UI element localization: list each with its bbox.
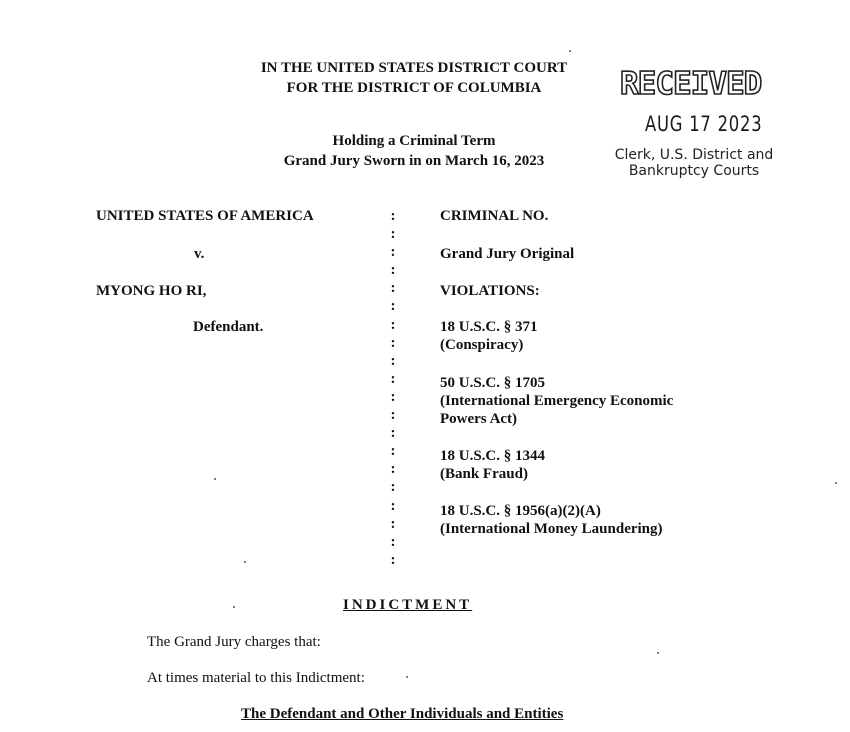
clerk-line2: Bankruptcy Courts <box>628 163 760 179</box>
scan-speck <box>657 652 659 654</box>
received-stamp: RECEIVED <box>620 66 762 102</box>
violation-item <box>440 502 663 538</box>
versus: v. <box>194 246 205 262</box>
court-name-line1: IN THE UNITED STATES DISTRICT COURT <box>260 60 568 76</box>
grand-jury-charges: The Grand Jury charges that: <box>147 634 321 650</box>
plaintiff: UNITED STATES OF AMERICA <box>96 208 314 224</box>
violation-desc: (Conspiracy) <box>440 337 524 353</box>
clerk-stamp <box>610 147 778 179</box>
section-subheading: The Defendant and Other Individuals and Entities <box>241 706 564 722</box>
violation-desc: (Bank Fraud) <box>440 466 528 482</box>
scan-speck <box>233 606 235 608</box>
indictment-heading: INDICTMENT <box>343 597 473 613</box>
grand-jury-original: Grand Jury Original <box>440 246 575 262</box>
violation-item <box>440 447 545 483</box>
court-name-line2: FOR THE DISTRICT OF COLUMBIA <box>286 80 542 96</box>
scan-speck <box>835 482 837 484</box>
term-line2: Grand Jury Sworn in on March 16, 2023 <box>283 153 545 169</box>
term-line1: Holding a Criminal Term <box>332 133 496 149</box>
violation-item <box>440 318 538 354</box>
violations-label: VIOLATIONS: <box>440 283 540 299</box>
court-header <box>236 58 592 98</box>
violation-desc-cont: Powers Act) <box>440 411 518 427</box>
violation-code: 18 U.S.C. § 1344 <box>440 448 546 464</box>
scan-speck <box>214 478 216 480</box>
caption-colon-column: : : : : : : : : : : : : : : : : : : : : <box>390 208 396 568</box>
violation-item <box>440 374 673 428</box>
violation-code: 50 U.S.C. § 1705 <box>440 375 546 391</box>
violation-code: 18 U.S.C. § 371 <box>440 319 538 335</box>
defendant-name: MYONG HO RI, <box>96 283 207 299</box>
scan-speck <box>406 676 408 678</box>
violation-desc: (International Emergency Economic <box>440 393 674 409</box>
term-header <box>254 131 574 171</box>
violation-desc: (International Money Laundering) <box>440 521 663 537</box>
criminal-no: CRIMINAL NO. <box>440 208 549 224</box>
violation-code: 18 U.S.C. § 1956(a)(2)(A) <box>440 503 601 519</box>
clerk-line1: Clerk, U.S. District and <box>614 147 774 163</box>
scan-speck <box>244 561 246 563</box>
scan-speck <box>569 50 571 52</box>
received-date: AUG 17 2023 <box>645 112 763 136</box>
defendant-label: Defendant. <box>193 319 264 335</box>
times-material: At times material to this Indictment: <box>147 670 365 686</box>
